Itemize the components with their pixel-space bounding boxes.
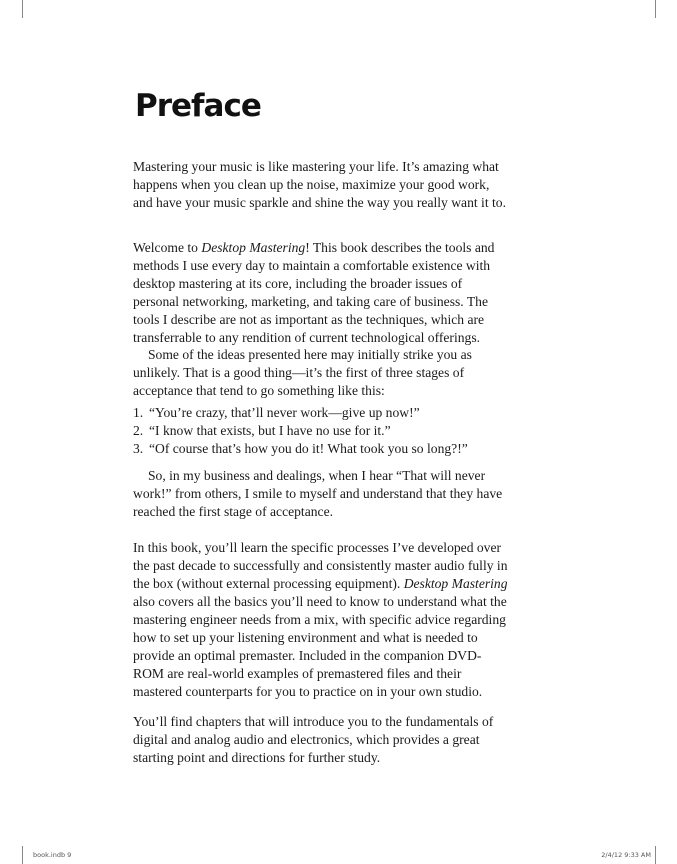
paragraph-this-book: [133, 539, 509, 701]
stages-list: [133, 404, 509, 458]
paragraph-text: Welcome to Desktop Mastering! This book describes the tools and methods I use every day to maintain a comfortable existence with desktop mastering at its core, including the broader issues of personal networking, marketing, and taking care of business. The tools I describe are not as important as the techniques, which are transferrable to any rendition of current technological offerings.: [133, 240, 495, 345]
crop-mark-top-right: [655, 0, 656, 18]
paragraph-text: In this book, you’ll learn the specific processes I’ve developed over the past decade to successfully and consistently master audio fully in the box (without external processing equipment). Desktop Mastering also covers all the basics you’ll need to know to understand what the mastering engineer needs from a mix, with specific advice regarding how to set up your listening environment and what is needed to provide an optimal premaster. Included in the companion DVD-ROM are real-world examples of premastered files and their mastered counterparts for you to practice on in your own studio.: [133, 540, 508, 699]
footer-file-label: book.indb 9: [33, 851, 72, 859]
paragraph-chapters: [133, 713, 509, 767]
crop-mark-top-left: [22, 0, 23, 18]
list-item: 2. “I know that exists, but I have no use for it.”: [133, 423, 391, 438]
book-title-emphasis: Desktop Mastering: [201, 240, 306, 255]
paragraph-welcome: [133, 239, 509, 347]
paragraph-dealings: [133, 467, 509, 521]
crop-mark-bottom-left: [22, 846, 23, 864]
crop-mark-bottom-right: [655, 846, 656, 864]
paragraph-text: Mastering your music is like mastering your life. It’s amazing what happens when you clean up the noise, maximize your good work, and have your music sparkle and shine the way you really want it to.: [133, 159, 506, 210]
paragraph-text: Some of the ideas presented here may initially strike you as unlikely. That is a good thing—it’s the first of three stages of acceptance that tend to go something like this:: [133, 347, 472, 398]
paragraph-intro: [133, 158, 509, 212]
book-title-emphasis: Desktop Mastering: [403, 576, 508, 591]
paragraph-ideas: [133, 346, 509, 400]
page-title: Preface: [135, 88, 261, 124]
paragraph-text: You’ll find chapters that will introduce you to the fundamentals of digital and analog audio and electronics, which provides a great starting point and directions for further study.: [133, 714, 494, 765]
list-item: 1. “You’re crazy, that’ll never work—give up now!”: [133, 405, 420, 420]
list-item: 3. “Of course that’s how you do it! What took you so long?!”: [133, 441, 468, 456]
paragraph-text: So, in my business and dealings, when I hear “That will never work!” from others, I smile to myself and understand that they have reached the first stage of acceptance.: [133, 468, 503, 519]
footer-timestamp: 2/4/12 9:33 AM: [601, 851, 651, 859]
